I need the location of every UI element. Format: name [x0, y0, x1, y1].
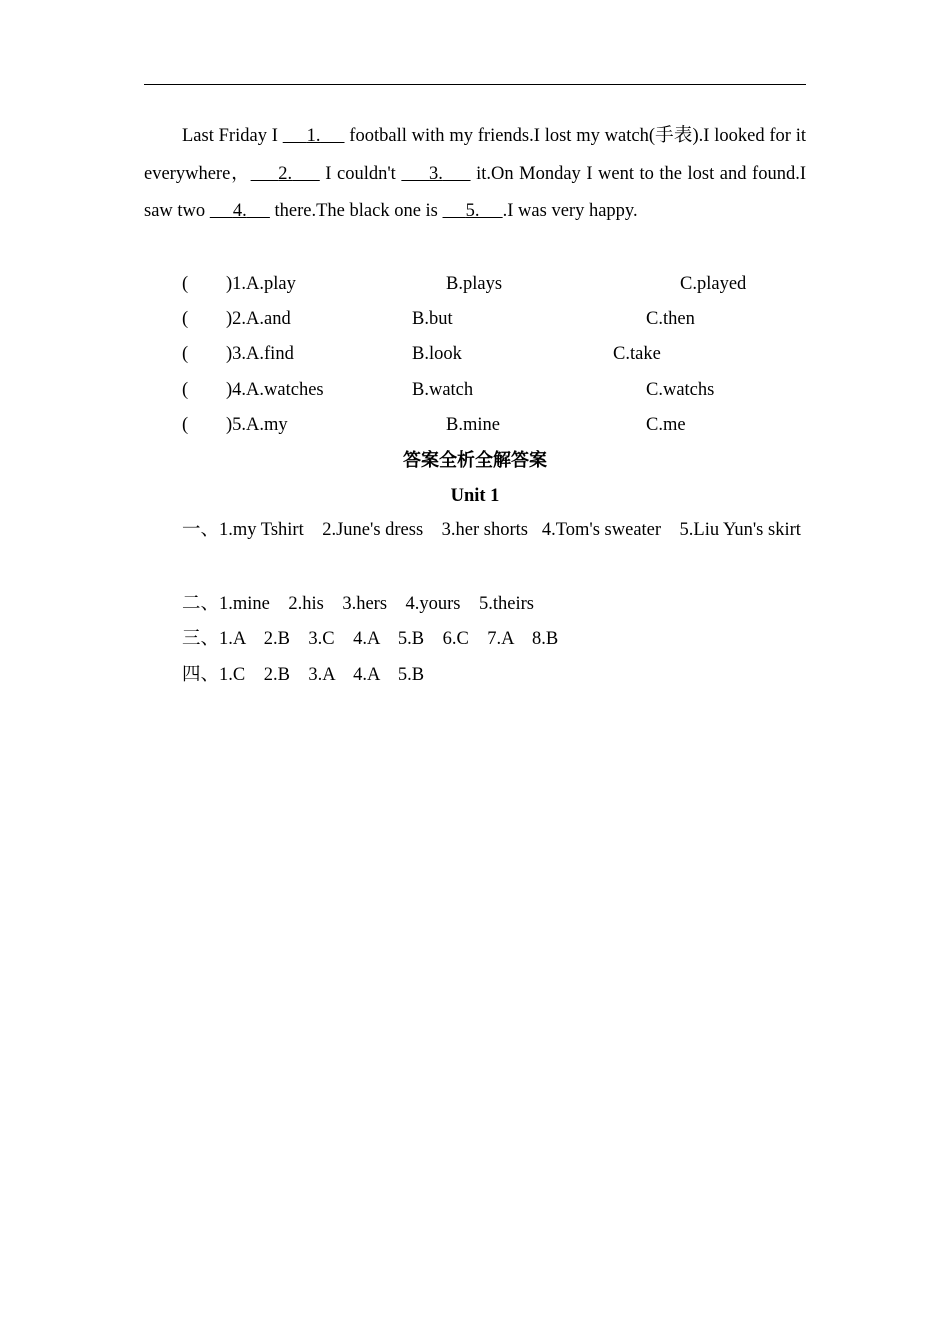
option-c: C.watchs [646, 380, 715, 400]
blank-1: 1. [306, 126, 321, 146]
question-row [0, 375, 950, 405]
passage-paragraph [144, 118, 806, 231]
answer-paren: ( [182, 415, 189, 435]
passage-text: there.The black one is [269, 201, 443, 221]
passage-text: .I was very happy. [502, 201, 638, 221]
blank-3: 3. [429, 163, 443, 184]
cloze-passage [144, 118, 806, 231]
option-c: C.take [613, 344, 661, 364]
question-row [0, 339, 950, 369]
option-a: )4.A.watches [226, 380, 324, 400]
question-row [0, 304, 950, 334]
answer-text: 一、1.my Tshirt 2.June's dress 3.her shorts 4.Tom's sweater 5.Liu Yun's skirt [182, 520, 801, 540]
blank-5: 5. [465, 201, 480, 221]
blank-4: 4. [232, 201, 247, 221]
option-c: C.played [680, 274, 747, 294]
passage-text: I couldn't [319, 163, 402, 184]
option-b: B.but [412, 309, 453, 329]
passage-text: football with my friends.I lost my watch(手表).I looked for it everywhere， [144, 126, 807, 184]
question-row [0, 410, 950, 440]
unit-heading: Unit 1 [450, 486, 500, 506]
blank-2: 2. [278, 163, 293, 184]
option-b: B.look [412, 344, 462, 364]
answer-part-3: 三、1.A 2.B 3.C 4.A 5.B 6.C 7.A 8.B [182, 629, 559, 649]
answer-part-4: 四、1.C 2.B 3.A 4.A 5.B [182, 665, 425, 685]
answer-paren: ( [182, 380, 189, 400]
answer-paren: ( [182, 274, 189, 294]
option-b: B.plays [446, 274, 503, 294]
option-b: B.watch [412, 380, 474, 400]
answer-paren: ( [182, 344, 189, 364]
question-row [0, 269, 950, 299]
option-b: B.mine [446, 415, 500, 435]
answers-title: 答案全析全解答案 [403, 450, 547, 471]
option-c: C.me [646, 415, 686, 435]
answer-part-2: 二、1.mine 2.his 3.hers 4.yours 5.theirs [182, 594, 534, 614]
option-a: )1.A.play [226, 274, 296, 294]
header-rule [144, 84, 806, 85]
option-a: )3.A.find [226, 344, 294, 364]
answer-paren: ( [182, 309, 189, 329]
option-a: )5.A.my [226, 415, 288, 435]
passage-text: Last Friday I [182, 126, 283, 146]
option-a: )2.A.and [226, 309, 291, 329]
answer-part-1 [144, 512, 806, 550]
option-c: C.then [646, 309, 695, 329]
passage-text: it.On Monday I went to the lost and found.I saw two [144, 163, 806, 221]
